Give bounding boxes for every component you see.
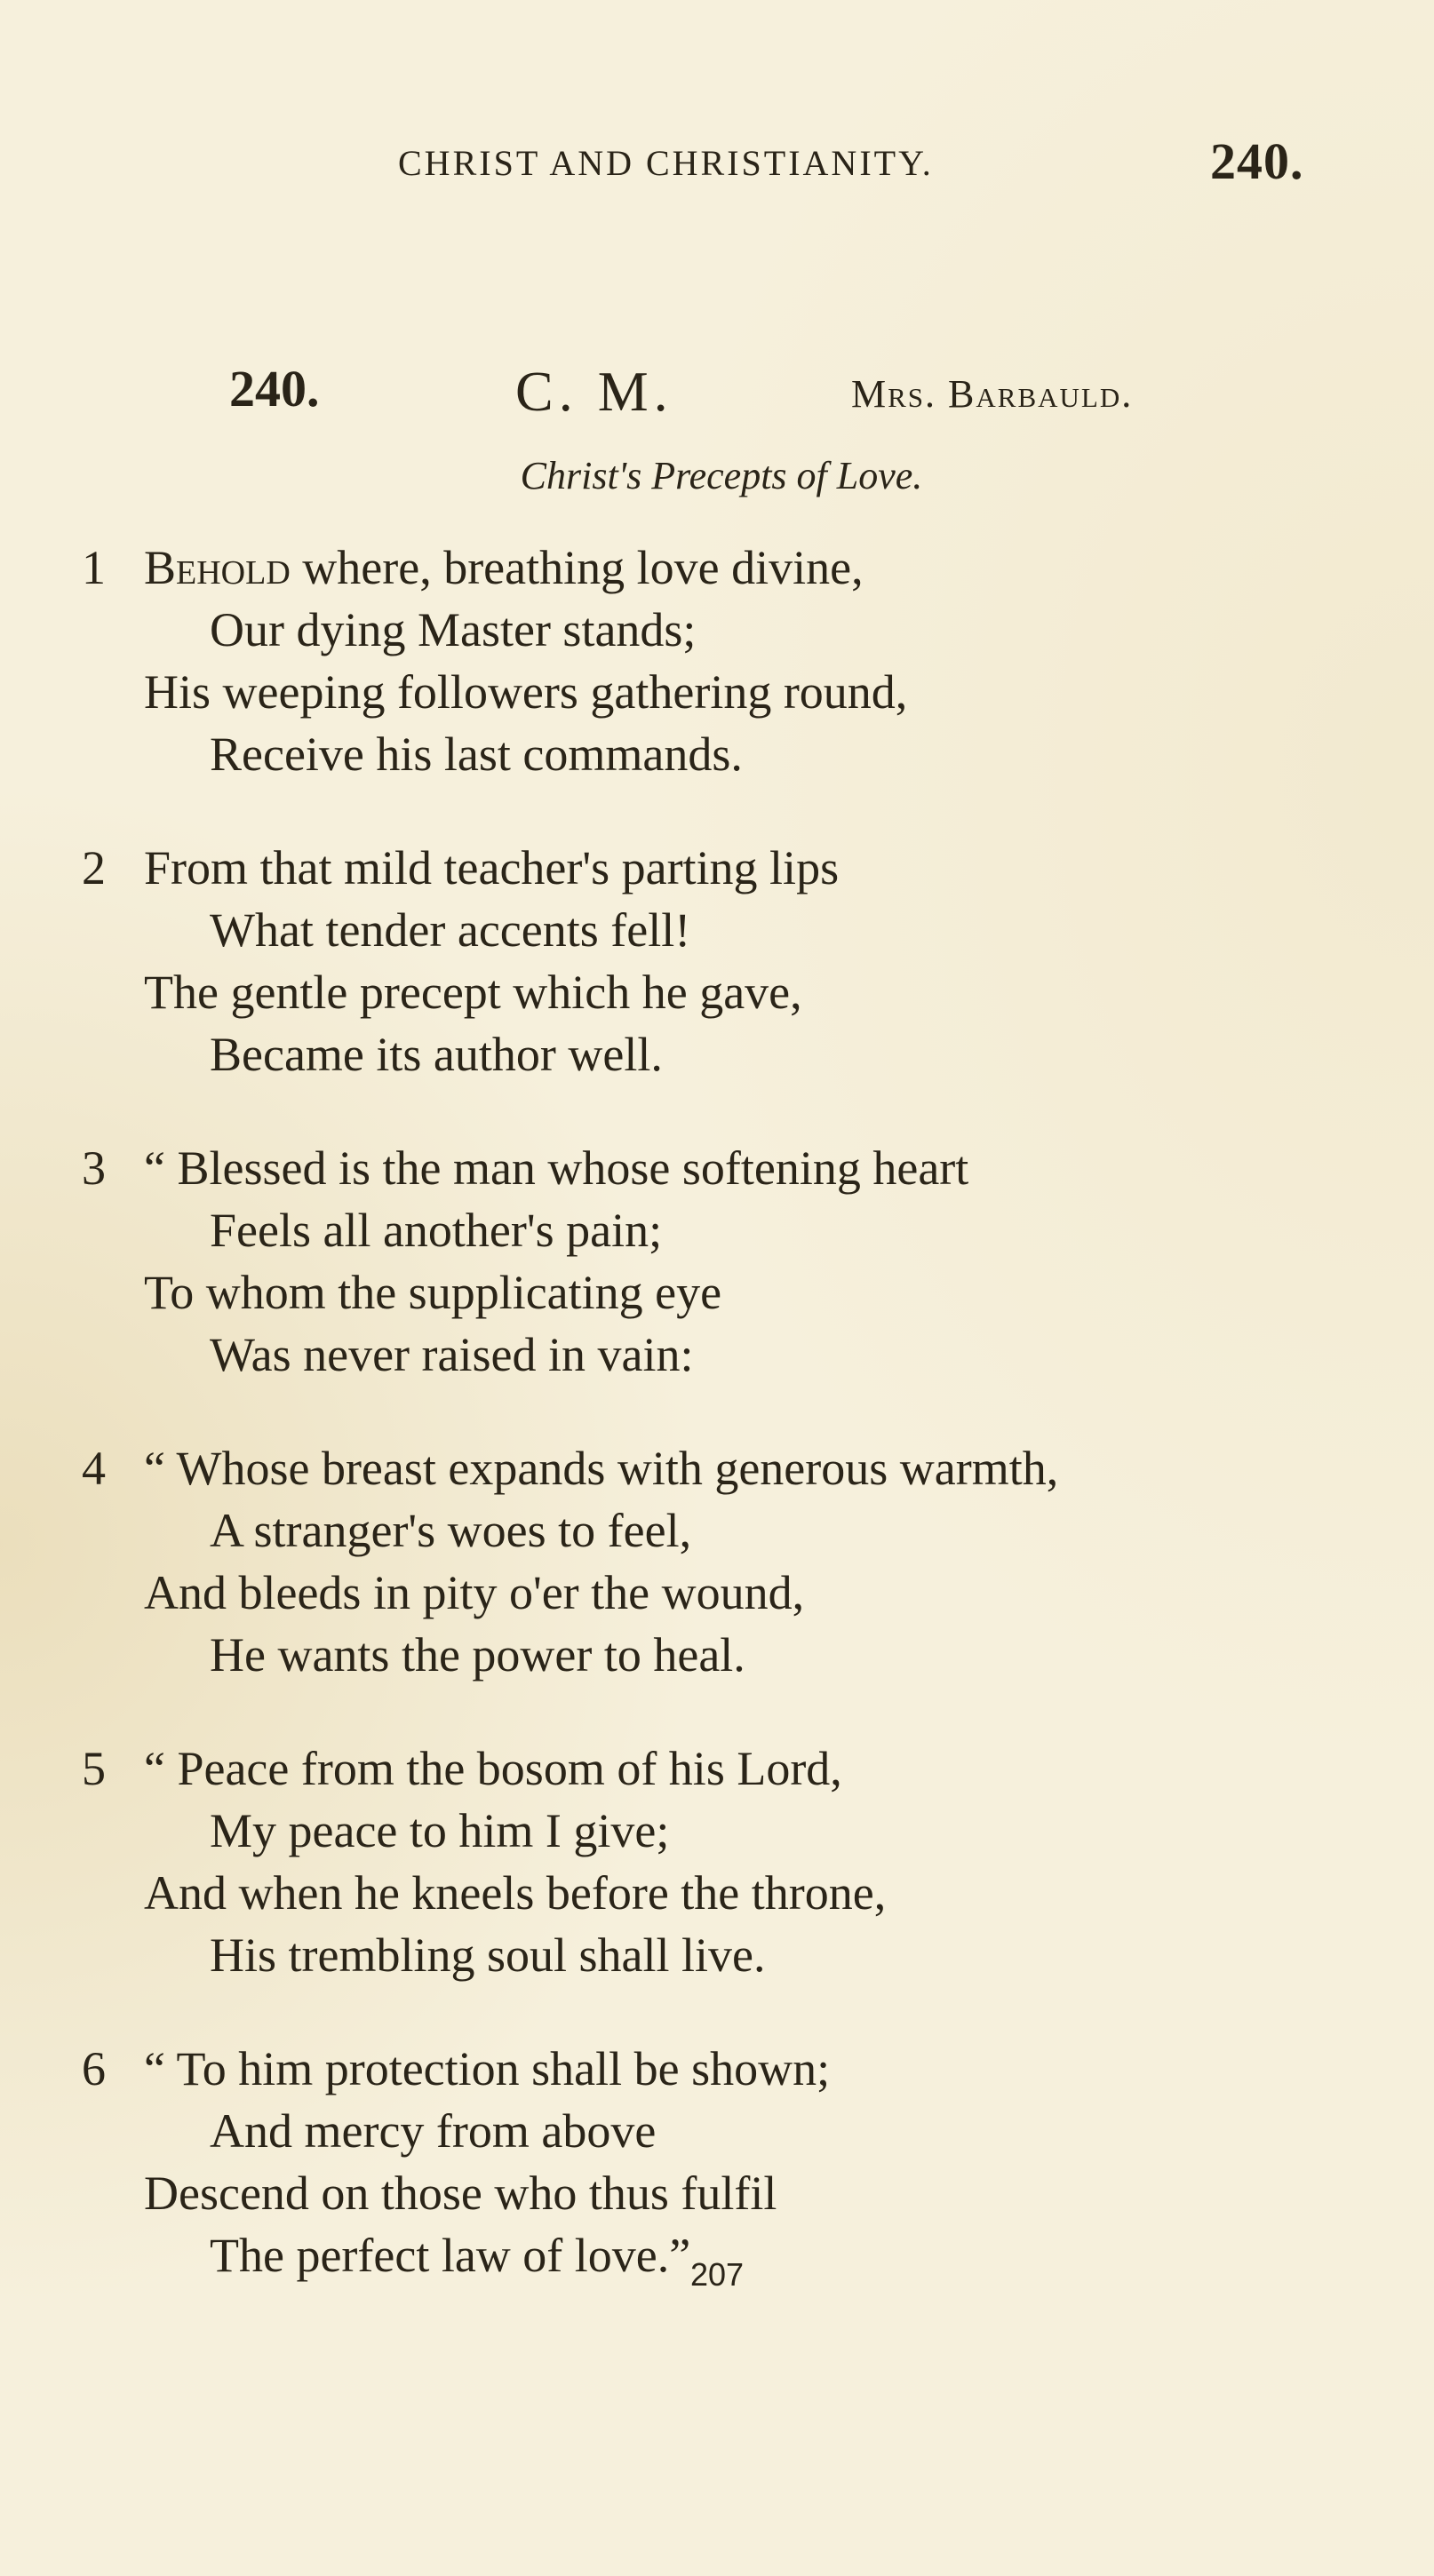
stanza-number: 1 [82,541,106,594]
hymn-author: Mrs. Barbauld. [851,372,1134,416]
hymn-title: Christ's Precepts of Love. [520,454,923,497]
stanza-2 [0,837,1434,1085]
verse-line: From that mild teacher's parting lips [144,841,840,894]
page-number: 207 [689,2256,745,2293]
running-hymn-number: 240. [1210,132,1304,190]
hymn-meter: C. M. [515,360,673,423]
verse-line: “ To him protection shall be shown; [144,2042,831,2095]
verse-line: And when he kneels before the throne, [144,1866,887,1920]
verse-line: To whom the supplicating eye [144,1266,722,1319]
verse-line: What tender accents fell! [210,903,691,957]
verse-line: Was never raised in vain: [210,1328,694,1381]
stanza-4 [0,1437,1434,1686]
verse-initial-word: Behold [144,541,291,594]
stanza-number: 4 [82,1442,106,1495]
verse-line: Became its author well. [210,1028,663,1081]
verse-line: “ Peace from the bosom of his Lord, [144,1742,842,1795]
verse-line: The gentle precept which he gave, [144,966,802,1019]
stanza-3 [0,1137,1434,1386]
stanza-number: 5 [82,1742,106,1795]
verse-line: “ Blessed is the man whose softening heart [144,1141,969,1195]
verse-line: My peace to him I give; [210,1804,670,1857]
verse-line-rest: where, breathing love divine, [290,541,864,594]
stanza-5 [0,1737,1434,1986]
stanza-1 [0,537,1434,785]
verse-line: He wants the power to heal. [210,1628,745,1682]
verse-line: His trembling soul shall live. [210,1928,766,1982]
verse-line: And bleeds in pity o'er the wound, [144,1566,805,1619]
verse-line: Feels all another's pain; [210,1204,663,1257]
stanza-number: 3 [82,1141,106,1195]
stanza-number: 6 [82,2042,106,2095]
verse-line: His weeping followers gathering round, [144,665,908,719]
hymn-stanzas [0,537,1434,2338]
verse-line: A stranger's woes to feel, [210,1504,692,1557]
verse-line: Descend on those who thus fulfil [144,2167,777,2220]
verse-line: And mercy from above [210,2104,657,2158]
verse-line: The perfect law of love.” [210,2229,691,2282]
running-title: CHRIST AND CHRISTIANITY. [398,143,934,183]
hymn-heading [0,359,1434,430]
stanza-number: 2 [82,841,106,894]
stanza-6 [0,2038,1434,2286]
verse-line: Receive his last commands. [210,727,743,781]
verse-line: “ Whose breast expands with generous warmth, [144,1442,1059,1495]
verse-line: Our dying Master stands; [210,603,697,656]
verse-line [0,537,1434,599]
running-head [0,131,1434,190]
hymn-number: 240. [229,360,320,417]
